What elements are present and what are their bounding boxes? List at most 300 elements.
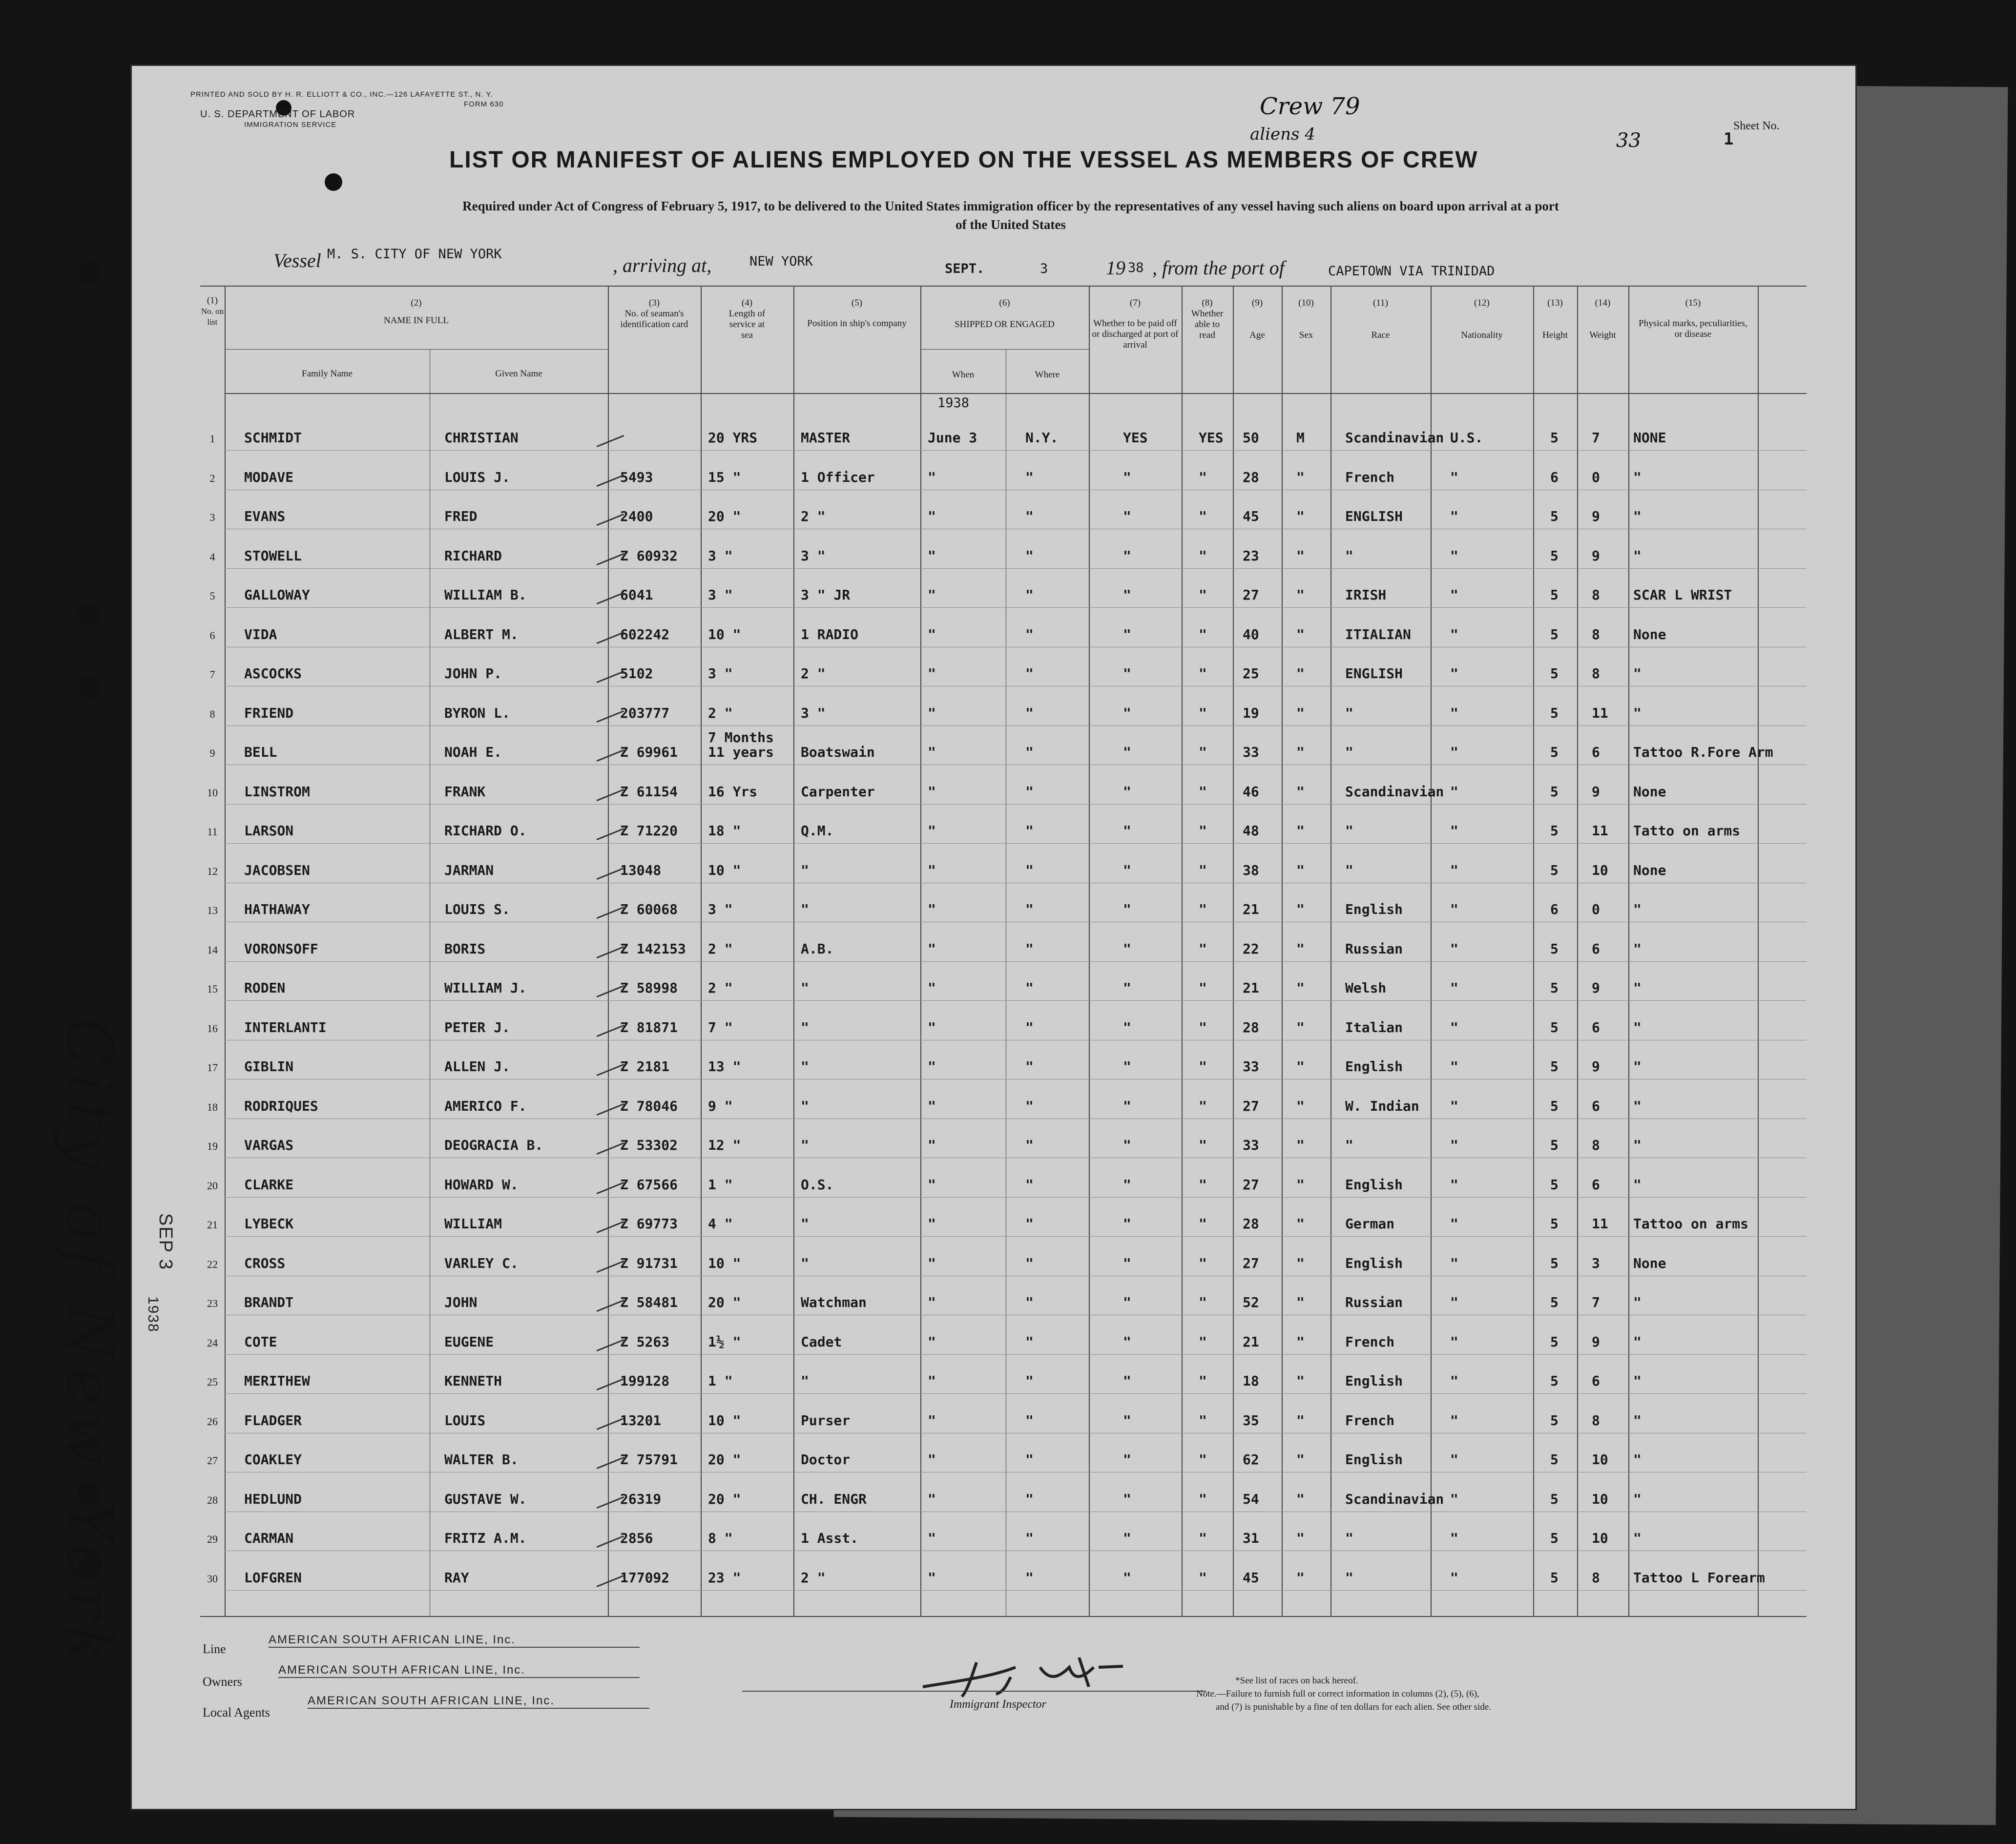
nationality: " — [1450, 587, 1458, 603]
paid-off: " — [1123, 1137, 1131, 1153]
family-name: GALLOWAY — [244, 587, 310, 603]
able-to-read: " — [1199, 862, 1207, 878]
row-number: 16 — [207, 1022, 218, 1035]
weight: 7 — [1592, 430, 1600, 446]
engaged-when: " — [928, 1412, 936, 1429]
row-gridline — [225, 843, 1807, 844]
sheet-number: 1 — [1724, 129, 1734, 149]
paid-off: " — [1123, 1176, 1131, 1193]
length-of-service: 1 " — [708, 1373, 733, 1389]
family-name: RODEN — [244, 980, 286, 996]
height: 5 — [1550, 1294, 1559, 1310]
given-name: LOUIS J. — [444, 469, 510, 485]
physical-marks: None — [1633, 626, 1666, 642]
physical-marks: Tattoo on arms — [1633, 1216, 1749, 1232]
given-name: DEOGRACIA B. — [444, 1137, 543, 1153]
physical-marks: SCAR L WRIST — [1633, 587, 1732, 603]
family-name: JACOBSEN — [244, 862, 310, 878]
height: 5 — [1550, 508, 1559, 524]
nationality: " — [1450, 1098, 1458, 1114]
nationality: " — [1450, 1255, 1458, 1271]
engaged-when: " — [928, 547, 936, 564]
ship-position: " — [801, 901, 809, 917]
given-name: WILLIAM J. — [444, 980, 527, 996]
race: Scandinavian — [1345, 783, 1444, 800]
able-to-read: " — [1199, 1491, 1207, 1507]
length-of-service: 11 years — [708, 744, 774, 760]
physical-marks: " — [1633, 469, 1642, 485]
col-header-nationality: (12) Nationality — [1461, 298, 1503, 340]
length-of-service: 12 " — [708, 1137, 741, 1153]
weight: 7 — [1592, 1294, 1600, 1310]
engaged-where: " — [1025, 508, 1034, 524]
family-name: HATHAWAY — [244, 901, 310, 917]
length-of-service: 15 " — [708, 469, 741, 485]
engaged-when: " — [928, 1137, 936, 1153]
family-name: HEDLUND — [244, 1491, 302, 1507]
height: 5 — [1550, 626, 1559, 642]
able-to-read: " — [1199, 469, 1207, 485]
engaged-where: " — [1025, 1451, 1034, 1468]
nationality: U.S. — [1450, 430, 1483, 446]
given-name: RICHARD — [444, 547, 502, 564]
given-name: WILLIAM B. — [444, 587, 527, 603]
ship-position: Purser — [801, 1412, 851, 1429]
col-header-given-name: Given Name — [495, 369, 542, 379]
row-number: 10 — [207, 786, 218, 799]
row-number: 13 — [207, 904, 218, 916]
able-to-read: " — [1199, 587, 1207, 603]
seaman-card-number: 26319 — [620, 1491, 662, 1507]
row-number: 23 — [207, 1297, 218, 1309]
height: 5 — [1550, 704, 1559, 721]
check-mark — [597, 435, 624, 447]
height: 5 — [1550, 1491, 1559, 1507]
given-name: RICHARD O. — [444, 823, 527, 839]
col-header-shipped: (6) SHIPPED OR ENGAGED — [955, 298, 1055, 330]
seaman-card-number: Z 91731 — [620, 1255, 678, 1271]
binder-hole — [78, 603, 101, 625]
height: 5 — [1550, 1098, 1559, 1114]
paid-off: " — [1123, 1019, 1131, 1036]
page-title: LIST OR MANIFEST OF ALIENS EMPLOYED ON THE VESSEL AS MEMBERS OF CREW — [449, 147, 1478, 173]
length-of-service: 18 " — [708, 823, 741, 839]
year-prefix: 19 — [1106, 257, 1125, 279]
engaged-when: " — [928, 665, 936, 682]
engaged-where: " — [1025, 823, 1034, 839]
height: 5 — [1550, 1137, 1559, 1153]
sex: " — [1296, 469, 1305, 485]
paid-off: " — [1123, 469, 1131, 485]
seaman-card-number: Z 67566 — [620, 1176, 678, 1193]
race: " — [1345, 862, 1353, 878]
ship-position: " — [801, 1255, 809, 1271]
age: 19 — [1243, 704, 1259, 721]
age: 48 — [1243, 823, 1259, 839]
weight: 9 — [1592, 508, 1600, 524]
ship-position: Carpenter — [801, 783, 875, 800]
physical-marks: " — [1633, 940, 1642, 957]
sex: " — [1296, 783, 1305, 800]
nationality: " — [1450, 508, 1458, 524]
engaged-when: June 3 — [928, 430, 977, 446]
year-suffix: 38 — [1128, 260, 1144, 275]
ship-position: Watchman — [801, 1294, 867, 1310]
engaged-where: " — [1025, 704, 1034, 721]
race: French — [1345, 469, 1395, 485]
seaman-card-number: 203777 — [620, 704, 670, 721]
engaged-when: " — [928, 783, 936, 800]
age: 33 — [1243, 1137, 1259, 1153]
sex: " — [1296, 823, 1305, 839]
col-header-height: (13) Height — [1542, 298, 1568, 340]
weight: 11 — [1592, 823, 1608, 839]
length-of-service: 20 " — [708, 1294, 741, 1310]
able-to-read: " — [1199, 1294, 1207, 1310]
local-agents-label: Local Agents — [203, 1705, 270, 1720]
race: French — [1345, 1333, 1395, 1350]
row-gridline — [225, 450, 1807, 451]
binder-hole — [78, 261, 101, 284]
row-number: 5 — [209, 590, 215, 602]
ship-position: CH. ENGR — [801, 1491, 867, 1507]
length-of-service: 20 YRS — [708, 430, 758, 446]
given-name: RAY — [444, 1569, 469, 1586]
nationality: " — [1450, 1294, 1458, 1310]
weight: 11 — [1592, 704, 1608, 721]
physical-marks: " — [1633, 901, 1642, 917]
row-gridline — [225, 1393, 1807, 1394]
ship-position: " — [801, 1058, 809, 1075]
sex: " — [1296, 1058, 1305, 1075]
engaged-when: " — [928, 626, 936, 642]
sex: " — [1296, 508, 1305, 524]
height: 5 — [1550, 1333, 1559, 1350]
age: 18 — [1243, 1373, 1259, 1389]
length-of-service: 3 " — [708, 901, 733, 917]
paid-off: " — [1123, 1216, 1131, 1232]
length-of-service: 20 " — [708, 1451, 741, 1468]
seaman-card-number: Z 61154 — [620, 783, 678, 800]
owners-value: AMERICAN SOUTH AFRICAN LINE, Inc. — [278, 1663, 640, 1678]
able-to-read: " — [1199, 823, 1207, 839]
age: 52 — [1243, 1294, 1259, 1310]
ship-position: 1 RADIO — [801, 626, 859, 642]
row-number: 14 — [207, 943, 218, 956]
able-to-read: " — [1199, 940, 1207, 957]
seaman-card-number: Z 69773 — [620, 1216, 678, 1232]
nationality: " — [1450, 665, 1458, 682]
able-to-read: " — [1199, 547, 1207, 564]
engaged-when: " — [928, 1098, 936, 1114]
seaman-card-number: Z 60068 — [620, 901, 678, 917]
engaged-where: " — [1025, 1294, 1034, 1310]
race: " — [1345, 547, 1353, 564]
weight: 0 — [1592, 469, 1600, 485]
height: 5 — [1550, 1176, 1559, 1193]
nationality: " — [1450, 1058, 1458, 1075]
engaged-where: " — [1025, 1333, 1034, 1350]
nationality: " — [1450, 1491, 1458, 1507]
age: 35 — [1243, 1412, 1259, 1429]
engaged-where: " — [1025, 980, 1034, 996]
footer-note-3: and (7) is punishable by a fine of ten dollars for each alien. See other side. — [1216, 1702, 1492, 1712]
engaged-where: " — [1025, 665, 1034, 682]
engaged-when: " — [928, 469, 936, 485]
paid-off: " — [1123, 1491, 1131, 1507]
engaged-where: " — [1025, 744, 1034, 760]
ship-position: " — [801, 1137, 809, 1153]
row-number: 21 — [207, 1219, 218, 1231]
given-name: ALLEN J. — [444, 1058, 510, 1075]
ship-position: " — [801, 1019, 809, 1036]
family-name: EVANS — [244, 508, 286, 524]
nationality: " — [1450, 1569, 1458, 1586]
able-to-read: " — [1199, 783, 1207, 800]
race: " — [1345, 744, 1353, 760]
able-to-read: YES — [1199, 430, 1224, 446]
col-header-sex: (10) Sex — [1298, 298, 1314, 340]
row-gridline — [225, 1197, 1807, 1198]
physical-marks: " — [1633, 704, 1642, 721]
paid-off: " — [1123, 704, 1131, 721]
seaman-card-number: 177092 — [620, 1569, 670, 1586]
ship-position: 3 " JR — [801, 587, 851, 603]
physical-marks: None — [1633, 1255, 1666, 1271]
engaged-when: " — [928, 744, 936, 760]
engaged-where: " — [1025, 940, 1034, 957]
engaged-when: " — [928, 1491, 936, 1507]
family-name: COTE — [244, 1333, 277, 1350]
seaman-card-number: Z 58998 — [620, 980, 678, 996]
paid-off: " — [1123, 980, 1131, 996]
length-of-service: 2 " — [708, 704, 733, 721]
age: 22 — [1243, 940, 1259, 957]
weight: 10 — [1592, 1451, 1608, 1468]
col-header-paid-off: (7) Whether to be paid off or discharged at port of arrival — [1092, 298, 1179, 350]
engaged-when: " — [928, 980, 936, 996]
col-header-service: (4) Length of service at sea — [728, 298, 766, 340]
engaged-where: " — [1025, 547, 1034, 564]
family-name: GIBLIN — [244, 1058, 294, 1075]
row-number: 15 — [207, 983, 218, 995]
given-name: AMERICO F. — [444, 1098, 527, 1114]
family-name: ASCOCKS — [244, 665, 302, 682]
age: 28 — [1243, 469, 1259, 485]
row-gridline — [225, 804, 1807, 805]
ship-position: Q.M. — [801, 823, 834, 839]
height: 5 — [1550, 1216, 1559, 1232]
col-header-race: (11) Race — [1371, 298, 1390, 340]
height: 5 — [1550, 980, 1559, 996]
given-name: BORIS — [444, 940, 486, 957]
row-number: 24 — [207, 1336, 218, 1349]
arriving-label: , arriving at, — [613, 254, 712, 276]
nationality: " — [1450, 1451, 1458, 1468]
sex: " — [1296, 665, 1305, 682]
arrival-month: SEPT. — [945, 261, 985, 276]
age: 25 — [1243, 665, 1259, 682]
ship-position: " — [801, 1216, 809, 1232]
given-name: JOHN P. — [444, 665, 502, 682]
family-name: BRANDT — [244, 1294, 294, 1310]
footer-note-1: *See list of races on back hereof. — [1235, 1676, 1358, 1686]
seaman-card-number: Z 60932 — [620, 547, 678, 564]
ship-position: " — [801, 980, 809, 996]
age: 31 — [1243, 1530, 1259, 1546]
nationality: " — [1450, 1216, 1458, 1232]
seaman-card-number: 5493 — [620, 469, 653, 485]
length-of-service: 10 " — [708, 862, 741, 878]
nationality: " — [1450, 744, 1458, 760]
row-number: 1 — [209, 433, 215, 445]
height: 5 — [1550, 547, 1559, 564]
signature-line — [742, 1691, 1206, 1692]
seaman-card-number: 2856 — [620, 1530, 653, 1546]
row-number: 3 — [209, 511, 215, 523]
sex: " — [1296, 940, 1305, 957]
length-of-service: 2 " — [708, 940, 733, 957]
physical-marks: Tattoo L Forearm — [1633, 1569, 1765, 1586]
seaman-card-number: 6041 — [620, 587, 653, 603]
row-gridline — [225, 1236, 1807, 1237]
engaged-where: " — [1025, 1530, 1034, 1546]
seaman-card-number: 13201 — [620, 1412, 662, 1429]
arrival-port: NEW YORK — [749, 254, 813, 269]
row-number: 18 — [207, 1100, 218, 1113]
col-header-able-to-read: (8) Whether able to read — [1191, 298, 1224, 340]
margin-vessel-name: City of New York — [53, 1018, 127, 1671]
engaged-when: " — [928, 901, 936, 917]
physical-marks: NONE — [1633, 430, 1666, 446]
row-number: 7 — [209, 668, 215, 681]
physical-marks: None — [1633, 783, 1666, 800]
weight: 11 — [1592, 1216, 1608, 1232]
col-header-where: Where — [1035, 370, 1060, 380]
paid-off: " — [1123, 862, 1131, 878]
weight: 10 — [1592, 1491, 1608, 1507]
seaman-card-number: Z 142153 — [620, 940, 686, 957]
engaged-when: " — [928, 1451, 936, 1468]
inspector-signature — [894, 1648, 1235, 1706]
weight: 3 — [1592, 1255, 1600, 1271]
race: ENGLISH — [1345, 508, 1403, 524]
engaged-where: " — [1025, 783, 1034, 800]
engaged-where: " — [1025, 1216, 1034, 1232]
col-header-name: (2) NAME IN FULL — [384, 298, 449, 326]
race: French — [1345, 1412, 1395, 1429]
row-gridline — [225, 725, 1807, 726]
sex: " — [1296, 862, 1305, 878]
sex: " — [1296, 1019, 1305, 1036]
able-to-read: " — [1199, 1333, 1207, 1350]
height: 5 — [1550, 744, 1559, 760]
engaged-where: " — [1025, 587, 1034, 603]
family-name: FLADGER — [244, 1412, 302, 1429]
ship-position: 2 " — [801, 1569, 826, 1586]
sex: " — [1296, 1294, 1305, 1310]
weight: 6 — [1592, 1176, 1600, 1193]
length-of-service: 20 " — [708, 508, 741, 524]
paid-off: " — [1123, 940, 1131, 957]
family-name: VARGAS — [244, 1137, 294, 1153]
given-name: VARLEY C. — [444, 1255, 519, 1271]
race: IRISH — [1345, 587, 1387, 603]
paid-off: " — [1123, 665, 1131, 682]
length-of-service: 10 " — [708, 1255, 741, 1271]
given-name: GUSTAVE W. — [444, 1491, 527, 1507]
paid-off: " — [1123, 1569, 1131, 1586]
physical-marks: " — [1633, 1491, 1642, 1507]
paid-off: " — [1123, 1098, 1131, 1114]
length-of-service: 3 " — [708, 665, 733, 682]
height: 6 — [1550, 901, 1559, 917]
paid-off: " — [1123, 744, 1131, 760]
given-name: BYRON L. — [444, 704, 510, 721]
length-of-service: 23 " — [708, 1569, 741, 1586]
age: 21 — [1243, 901, 1259, 917]
row-number: 8 — [209, 707, 215, 720]
family-name: LARSON — [244, 823, 294, 839]
family-name: FRIEND — [244, 704, 294, 721]
age: 27 — [1243, 587, 1259, 603]
row-number: 30 — [207, 1572, 218, 1585]
nationality: " — [1450, 1137, 1458, 1153]
sex: " — [1296, 704, 1305, 721]
seaman-card-number: 2400 — [620, 508, 653, 524]
nationality: " — [1450, 823, 1458, 839]
engaged-when: " — [928, 940, 936, 957]
engaged-when: " — [928, 1058, 936, 1075]
age: 28 — [1243, 1216, 1259, 1232]
sex: " — [1296, 1098, 1305, 1114]
weight: 6 — [1592, 1373, 1600, 1389]
sex: " — [1296, 1176, 1305, 1193]
race: English — [1345, 1373, 1403, 1389]
age: 27 — [1243, 1255, 1259, 1271]
race: Russian — [1345, 940, 1403, 957]
shipped-year: 1938 — [937, 395, 970, 411]
seaman-card-number: Z 58481 — [620, 1294, 678, 1310]
sex: " — [1296, 1216, 1305, 1232]
length-of-service: 3 " — [708, 587, 733, 603]
able-to-read: " — [1199, 1255, 1207, 1271]
able-to-read: " — [1199, 1569, 1207, 1586]
height: 5 — [1550, 862, 1559, 878]
nationality: " — [1450, 1412, 1458, 1429]
row-gridline — [225, 1354, 1807, 1355]
race: " — [1345, 1137, 1353, 1153]
row-gridline — [225, 568, 1807, 569]
paid-off: " — [1123, 1294, 1131, 1310]
family-name: LOFGREN — [244, 1569, 302, 1586]
physical-marks: " — [1633, 1176, 1642, 1193]
weight: 9 — [1592, 1058, 1600, 1075]
sex: M — [1296, 430, 1305, 446]
nationality: " — [1450, 626, 1458, 642]
vessel-name: M. S. CITY OF NEW YORK — [327, 247, 502, 262]
arrival-date-stamp: SEP 3 — [155, 1213, 176, 1271]
engaged-when: " — [928, 1530, 936, 1546]
seaman-card-number: 5102 — [620, 665, 653, 682]
able-to-read: " — [1199, 901, 1207, 917]
physical-marks: " — [1633, 1137, 1642, 1153]
row-number: 9 — [209, 747, 215, 759]
able-to-read: " — [1199, 1530, 1207, 1546]
engaged-when: " — [928, 508, 936, 524]
height: 5 — [1550, 940, 1559, 957]
able-to-read: " — [1199, 1058, 1207, 1075]
